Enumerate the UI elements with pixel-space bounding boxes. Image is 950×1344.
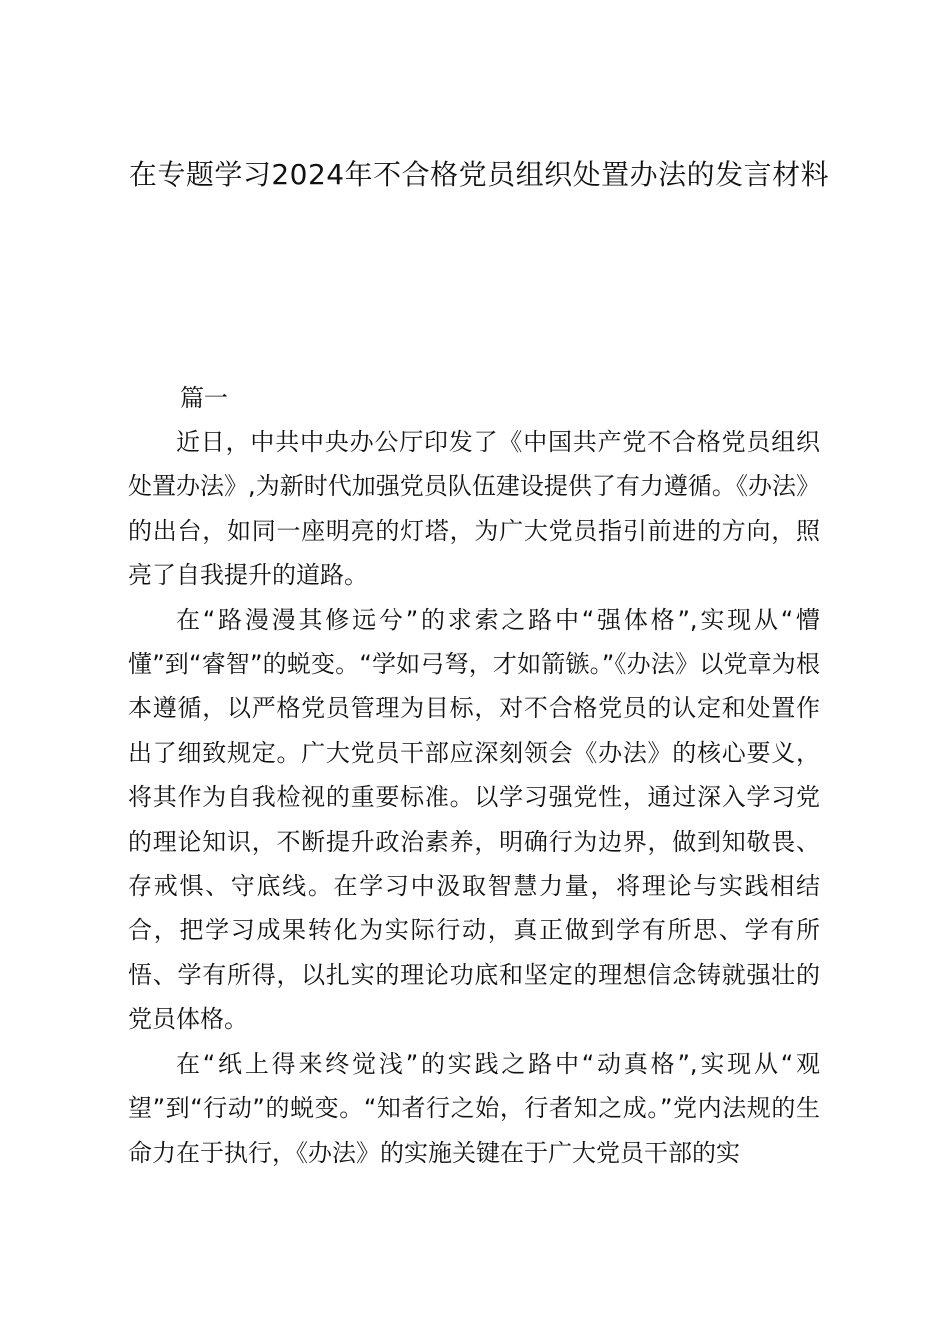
section-label: 篇一 — [180, 384, 228, 412]
document-body — [128, 420, 820, 1175]
paragraph: 在“路漫漫其修远兮”的求索之路中“强体格”,实现从“懵懂”到“睿智”的蜕变。“学如弓弩，才如箭镞。”《办法》以党章为根本遵循，以严格党员管理为目标，对不合格党员的认定和处置作出了细致规定。广大党员干部应深刻领会《办法》的核心要义，将其作为自我检视的重要标准。以学习强党性，通过深入学习党的理论知识，不断提升政治素养，明确行为边界，做到知敬畏、存戒惧、守底线。在学习中汲取智慧力量，将理论与实践相结合，把学习成果转化为实际行动，真正做到学有所思、学有所悟、学有所得，以扎实的理论功底和坚定的理想信念铸就强壮的党员体格。 — [128, 605, 820, 1034]
document-title: 在专题学习2024年不合格党员组织处置办法的发言材料 — [128, 158, 830, 191]
paragraph: 近日，中共中央办公厅印发了《中国共产党不合格党员组织处置办法》,为新时代加强党员队伍建设提供了有力遵循。《办法》的出台，如同一座明亮的灯塔，为广大党员指引前进的方向，照亮了自我提升的道路。 — [128, 428, 820, 590]
paragraph: 在“纸上得来终觉浅”的实践之路中“动真格”,实现从“观望”到“行动”的蜕变。“知者行之始，行者知之成。”党内法规的生命力在于执行，《办法》的实施关键在于广大党员干部的实 — [128, 1049, 820, 1167]
